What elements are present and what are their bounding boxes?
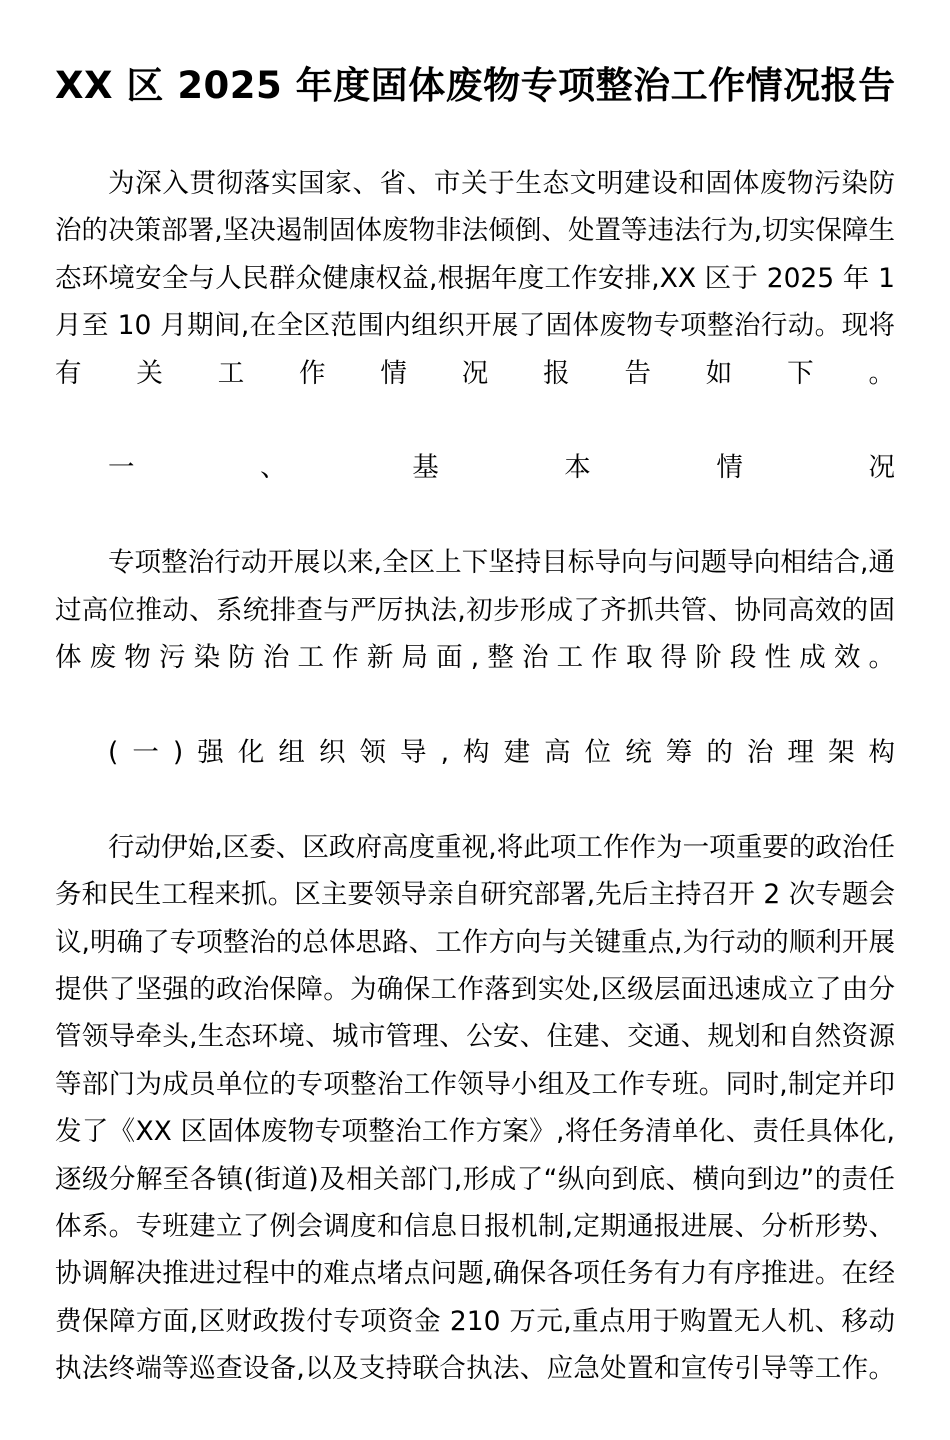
document-body	[55, 160, 895, 1440]
paragraph-section-1-body: 专项整治行动开展以来,全区上下坚持目标导向与问题导向相结合,通过高位推动、系统排查与严厉执法,初步形成了齐抓共管、协同高效的固体废物污染防治工作新局面,整治工作取得阶段性成效。	[55, 547, 895, 674]
heading-section-1: 一、基本情况	[108, 452, 895, 484]
paragraph-intro: 为深入贯彻落实国家、省、市关于生态文明建设和固体废物污染防治的决策部署,坚决遏制固体废物非法倾倒、处置等违法行为,切实保障生态环境安全与人民群众健康权益,根据年度工作安排,XX 区于 2025 年 1 月至 10 月期间,在全区范围内组织开展了固体废物专项整治行动。现将有关工作情况报告如下。	[55, 168, 895, 389]
page-title: XX 区 2025 年度固体废物专项整治工作情况报告	[55, 64, 896, 107]
heading-section-1-1: (一)强化组织领导,构建高位统筹的治理架构	[108, 736, 895, 768]
paragraph-section-1-1-body: 行动伊始,区委、区政府高度重视,将此项工作作为一项重要的政治任务和民生工程来抓。区主要领导亲自研究部署,先后主持召开 2 次专题会议,明确了专项整治的总体思路、工作方向与关键重点,为行动的顺利开展提供了坚强的政治保障。为确保工作落到实处,区级层面迅速成立了由分管领导牵头,生态环境、城市管理、公安、住建、交通、规划和自然资源等部门为成员单位的专项整治工作领导小组及工作专班。同时,制定并印发了《XX 区固体废物专项整治工作方案》,将任务清单化、责任具体化,逐级分解至各镇(街道)及相关部门,形成了“纵向到底、横向到边”的责任体系。专班建立了例会调度和信息日报机制,定期通报进展、分析形势、协调解决推进过程中的难点堵点问题,确保各项任务有力有序推进。在经费保障方面,区财政拨付专项资金 210 万元,重点用于购置无人机、移动执法终端等巡查设备,以及支持联合执法、应急处置和宣传引导等工作。	[55, 831, 895, 1385]
